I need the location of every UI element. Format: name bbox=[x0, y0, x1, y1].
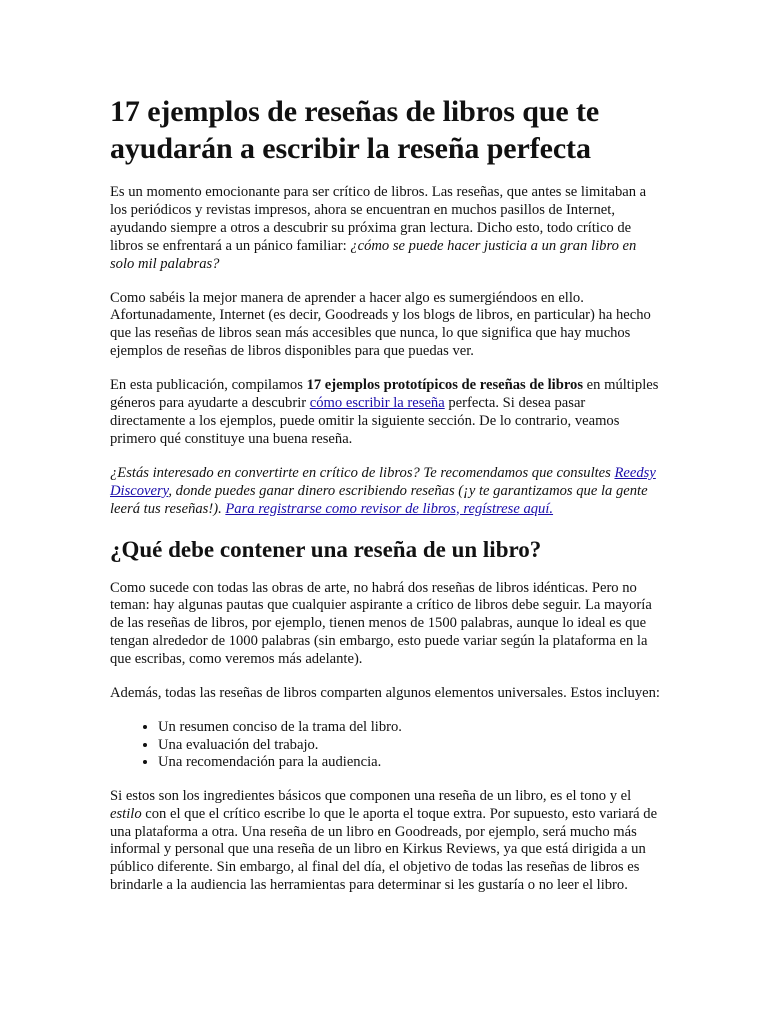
list-item: • Una evaluación del trabajo. bbox=[158, 737, 660, 755]
section-paragraph-1: Como sucede con todas las obras de arte, no habrá dos reseñas de libros idénticas. Pero no teman: hay algunas pautas que cualquier aspirante a crítico de libros debe seguir. La mayoría de las reseñas de libros, por ejemplo, tienen menos de 1500 palabras, aunque lo ideal es que tengan alrededor de 1000 palabras (sin embargo, esto puede variar según la plataforma en la que escribas, como veremos más adelante). bbox=[110, 579, 652, 668]
intro-paragraph-1 bbox=[110, 184, 660, 274]
intro-paragraph-4 bbox=[110, 465, 660, 519]
elements-list bbox=[110, 719, 660, 772]
discovery-link[interactable]: Discovery bbox=[110, 482, 169, 499]
p4-italic-container bbox=[110, 465, 656, 517]
p3-text-c: perfecta. Si desea pasar directamente a los ejemplos, puede omitir la siguiente sección. De lo contrario, veamos primero qué constituye una buena reseña. bbox=[110, 395, 620, 447]
s3-text-a: Si estos son los ingredientes básicos que componen una reseña de un libro, es el tono y el bbox=[110, 787, 632, 804]
p4-text-a: ¿Estás interesado en convertirte en crítico de libros? Te recomendamos que consultes bbox=[110, 464, 615, 481]
page-title: 17 ejemplos de reseñas de libros que te ayudarán a escribir la reseña perfecta bbox=[110, 95, 600, 165]
section-paragraph-2: Además, todas las reseñas de libros comparten algunos elementos universales. Estos incluyen: bbox=[110, 685, 660, 702]
article bbox=[110, 93, 660, 911]
reedsy-link[interactable]: Reedsy bbox=[614, 464, 656, 481]
list-item: • Una recomendación para la audiencia. bbox=[158, 754, 660, 772]
intro-text: Es un momento emocionante para ser crítico de libros. Las reseñas, que antes se limitaban a los periódicos y revistas impresos, ahora se encuentran en muchos pasillos de Internet, ayudando siempre a otros a descubrir su próxima gran lectura. Dicho esto, todo crítico de libros se enfrentará a un pánico familiar: bbox=[110, 184, 647, 254]
section-paragraph-3 bbox=[110, 788, 660, 895]
p3-bold: 17 ejemplos prototípicos de reseñas de libros bbox=[306, 377, 584, 394]
how-to-write-review-link[interactable]: cómo escribir la reseña bbox=[309, 395, 445, 412]
register-reviewer-link[interactable]: Para registrarse como revisor de libros, regístrese aquí. bbox=[225, 500, 554, 517]
p4-text-b: , donde puedes ganar dinero escribiendo reseñas (¡y te garantizamos que la gente leerá tus reseñas!). bbox=[110, 482, 648, 517]
s3-text-b: con el que el crítico escribe lo que le aporta el toque extra. Por supuesto, esto variará de una plataforma a otra. Una reseña de un libro en Goodreads, por ejemplo, será mucho más informal y personal que una reseña de un libro en Kirkus Reviews, ya que está dirigida a un público diferente. Sin embargo, al final del día, el objetivo de todas las reseñas de libros es brindarle a la audiencia las herramientas para determinar si les gustaría o no leer el libro. bbox=[110, 805, 658, 894]
p3-text-b: en múltiples géneros para ayudarte a descubrir bbox=[110, 377, 659, 412]
intro-paragraph-3 bbox=[110, 377, 660, 449]
intro-paragraph-2: Como sabéis la mejor manera de aprender a hacer algo es sumergiéndoos en ello. Afortunadamente, Internet (es decir, Goodreads y los blogs de libros, en particular) ha hecho que las reseñas de libros sean más accesibles que nunca, lo que significa que hay muchos ejemplos de reseñas de libros disponibles para que puedas ver. bbox=[110, 289, 651, 360]
section-heading: ¿Qué debe contener una reseña de un libro? bbox=[110, 536, 542, 562]
s3-italic: estilo bbox=[110, 805, 142, 822]
intro-question: ¿cómo se puede hacer justicia a un gran libro en solo mil palabras? bbox=[110, 237, 637, 272]
list-item: • Un resumen conciso de la trama del libro. bbox=[158, 719, 660, 737]
p3-text-a: En esta publicación, compilamos bbox=[110, 377, 307, 394]
